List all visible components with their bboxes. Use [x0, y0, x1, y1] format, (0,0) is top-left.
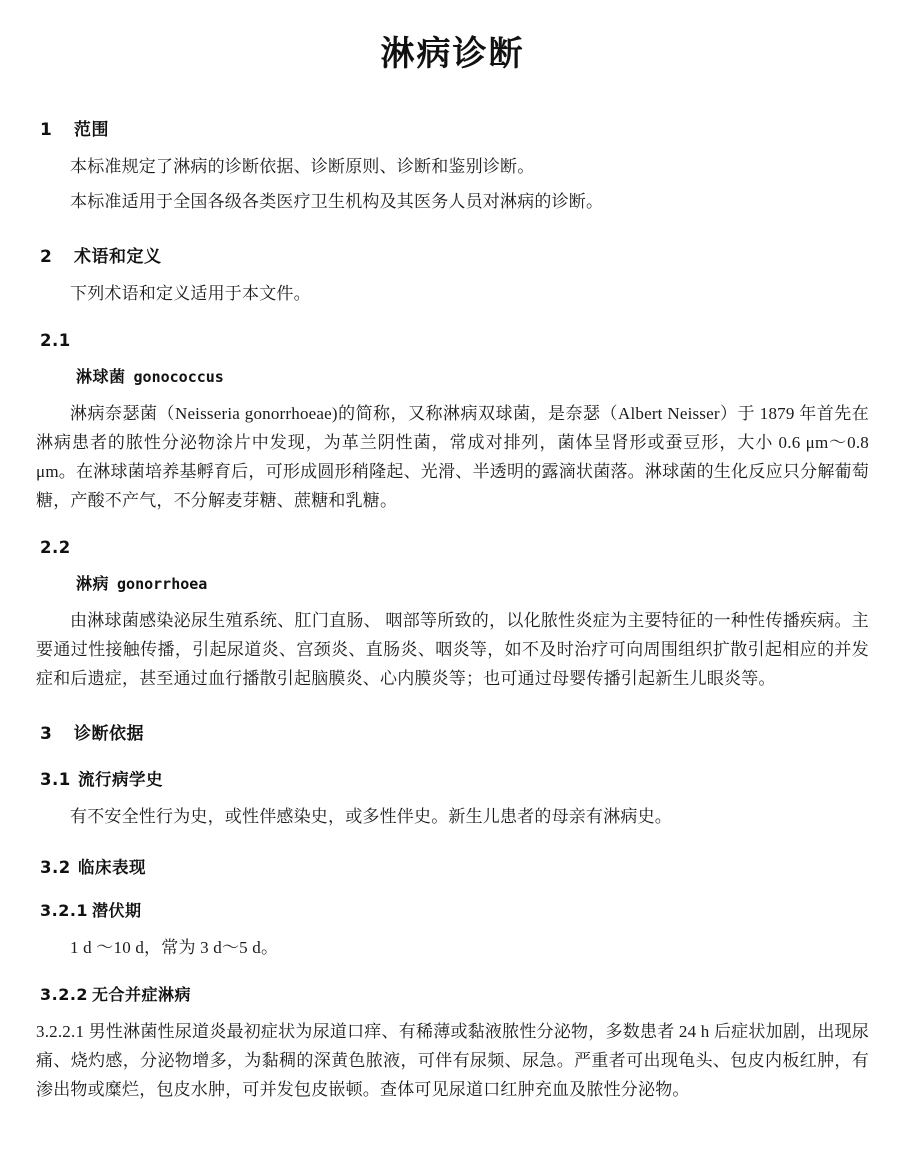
paragraph-1-2: 本标准适用于全国各级各类医疗卫生机构及其医务人员对淋病的诊断。	[70, 192, 604, 212]
section-title-3-2-1: 潜伏期	[92, 900, 142, 920]
section-number-3-2: 3.2	[40, 857, 71, 877]
paragraph-2-2-body: 由淋球菌感染泌尿生殖系统、肛门直肠、 咽部等所致的，以化脓性炎症为主要特征的一种性传播疾病。主要通过性接触传播，引起尿道炎、宫颈炎、直肠炎、咽炎等，如不及时治疗可向周围组织扩散引起相应的并发症和后遗症，甚至通过血行播散引起脑膜炎、心内膜炎等；也可通过母婴传播引起新生儿眼炎等。	[36, 610, 869, 689]
term-label-gonorrhoea	[76, 571, 869, 594]
section-heading-3-1	[40, 766, 869, 790]
section-heading-2	[40, 242, 869, 267]
section-number-3: 3	[40, 724, 53, 745]
section-heading-3-2-1	[40, 898, 869, 921]
section-number-3-2-2: 3.2.2	[40, 984, 89, 1004]
section-heading-3-2-2	[40, 982, 869, 1005]
section-title-3-1: 流行病学史	[78, 770, 163, 790]
section-title-2: 术语和定义	[74, 247, 162, 268]
paragraph-3-2-1-body: 1 d ～10 d，常为 3 d～5 d。	[70, 937, 279, 957]
section-number-2-2: 2.2	[40, 537, 71, 557]
term-label-gonococcus	[76, 364, 869, 387]
section-number-3-1: 3.1	[40, 770, 71, 790]
section-title-3-2: 临床表现	[78, 857, 146, 877]
paragraph-2-1-body: 淋病奈瑟菌（Neisseria gonorrhoeae)的简称，又称淋病双球菌，是奈瑟（Albert Neisser）于 1879 年首先在淋病患者的脓性分泌物涂片中发现，为革兰阴性菌，常成对排列，菌体呈肾形或蚕豆形，大小 0.6 μm～0.8 μm。在淋球菌培养基孵育后，可形成圆形稍隆起、光滑、半透明的露滴状菌落。淋球菌的生化反应只分解葡萄糖，产酸不产气，不分解麦芽糖、蔗糖和乳糖。	[36, 403, 869, 511]
section-heading-2-2	[40, 538, 869, 557]
term-name-cn: 淋球菌	[76, 366, 126, 386]
page-title: 淋病诊断	[380, 34, 525, 74]
section-title-1: 范围	[74, 120, 109, 140]
paragraph-2-1: 下列术语和定义适用于本文件。	[70, 284, 311, 304]
section-number-1: 1	[40, 120, 53, 140]
clause-3-2-2-1	[36, 1017, 869, 1105]
section-number-2-1: 2.1	[40, 330, 71, 350]
term-name-en: gonococcus	[133, 367, 224, 386]
term-name-en-2: gonorrhoea	[117, 574, 208, 593]
paragraph-3-1-body: 有不安全性行为史，或性伴感染史，或多性伴史。新生儿患者的母亲有淋病史。	[70, 807, 672, 827]
clause-number-3-2-2-1: 3.2.2.1	[36, 1021, 85, 1041]
term-name-cn-2: 淋病	[76, 573, 110, 593]
section-heading-3-2	[40, 854, 869, 878]
section-title-3-2-2: 无合并症淋病	[92, 984, 192, 1004]
section-heading-1	[40, 115, 869, 140]
section-number-3-2-1: 3.2.1	[40, 900, 89, 920]
clause-text-3-2-2-1: 男性淋菌性尿道炎最初症状为尿道口痒、有稀薄或黏液脓性分泌物，多数患者 24 h 后症状加剧，出现尿痛、烧灼感，分泌物增多，为黏稠的深黄色脓液，可伴有尿频、尿急。严重者可出现龟头、包皮内板红肿，有渗出物或糜烂，包皮水肿，可并发包皮嵌顿。查体可见尿道口红肿充血及脓性分泌物。	[36, 1021, 869, 1100]
paragraph-1-1: 本标准规定了淋病的诊断依据、诊断原则、诊断和鉴别诊断。	[70, 157, 535, 176]
section-heading-2-1	[40, 331, 869, 350]
section-heading-3	[40, 719, 869, 744]
section-title-3: 诊断依据	[74, 724, 144, 745]
section-number-2: 2	[40, 247, 53, 268]
